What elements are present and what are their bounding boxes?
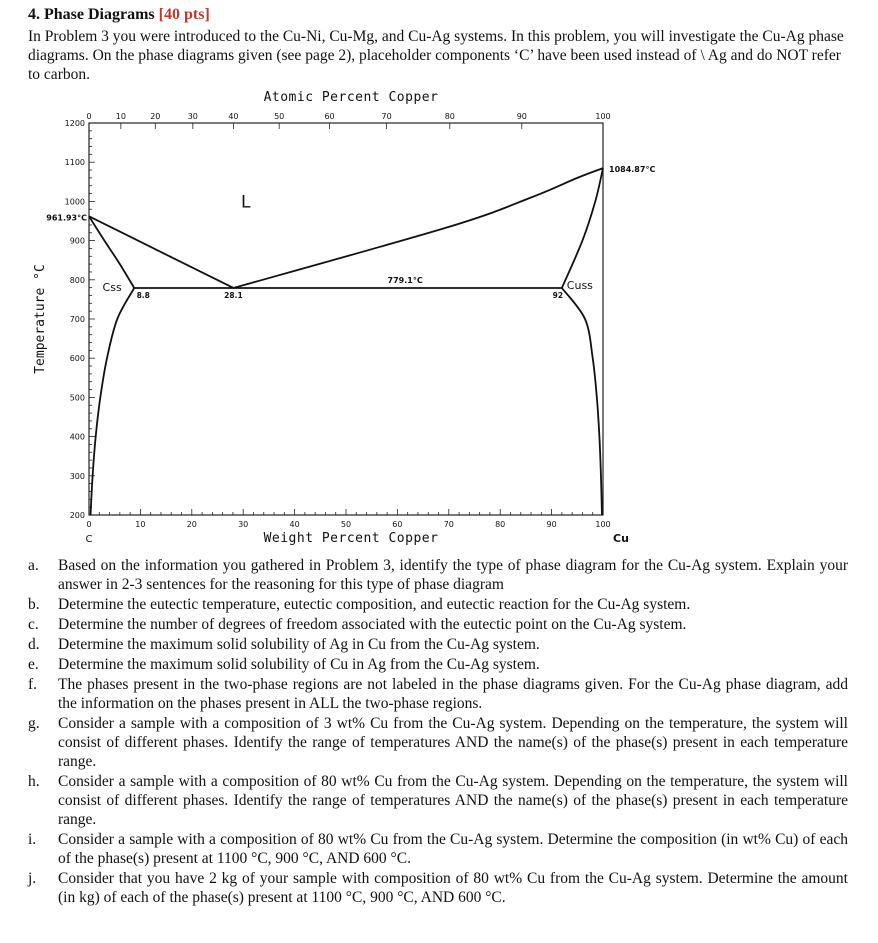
- x-tick-label: 50: [340, 520, 352, 529]
- problem-title: [28, 6, 210, 24]
- question-label: c.: [28, 616, 39, 633]
- question-item: [28, 635, 848, 654]
- question-item: [28, 595, 848, 614]
- question-label: h.: [28, 773, 40, 790]
- y-tick-label: 1200: [64, 119, 85, 128]
- question-text: The phases present in the two-phase regions are not labeled in the phase diagrams given. For the Cu-Ag phase diagram, add the information on the phases present in ALL the two-phase regions.: [58, 676, 848, 712]
- question-item: [28, 714, 848, 771]
- x-tick-label: 60: [392, 520, 403, 529]
- top-tick-label: 60: [324, 112, 335, 121]
- right-component-label: Cu: [613, 532, 629, 545]
- y-tick-label: 900: [69, 236, 85, 246]
- x-tick-label: 20: [186, 520, 197, 529]
- x-axis-title: Weight Percent Copper: [263, 531, 439, 546]
- points-badge: [40 pts]: [158, 6, 210, 23]
- cuss-phase-label: Cuss: [566, 278, 593, 292]
- top-tick-label: 100: [595, 112, 611, 121]
- question-text: Consider that you have 2 kg of your sample with composition of 80 wt% Cu from the Cu-Ag system. Determine the amount (in kg) of each of the phase(s) present at 1100 °C, 900 °C, AND 600 °C.: [58, 870, 848, 906]
- question-text: Determine the maximum solid solubility of Cu in Ag from the Cu-Ag system.: [58, 656, 540, 673]
- question-label: b.: [28, 596, 40, 613]
- question-item: [28, 869, 848, 907]
- plot-frame: [89, 123, 603, 515]
- left-solubility-label: 8.8: [136, 290, 150, 300]
- x-tick-label: 30: [238, 520, 249, 529]
- y-tick-label: 400: [69, 432, 85, 442]
- question-text: Determine the number of degrees of freedom associated with the eutectic point on the Cu-Ag system.: [58, 616, 687, 633]
- solidus-right-line: [562, 168, 603, 288]
- x-tick-label: 10: [135, 520, 146, 529]
- question-item: [28, 772, 848, 829]
- question-text: Consider a sample with a composition of 80 wt% Cu from the Cu-Ag system. Depending on the temperature, the system will consist of different phases. Identify the range of temperatures AND the name(s) of the phase(s) present in each temperature range.: [58, 773, 848, 828]
- right-solubility-label: 92: [552, 290, 564, 300]
- css-phase-label: Css: [102, 280, 122, 294]
- y-tick-label: 500: [69, 393, 85, 403]
- eutectic-temperature-label: 779.1°C: [387, 275, 423, 285]
- y-axis-title: Temperature °C: [33, 264, 48, 374]
- top-tick-label: 0: [86, 112, 92, 121]
- question-item: [28, 675, 848, 713]
- eutectic-composition-label: 28.1: [224, 290, 243, 300]
- x-tick-label: 0: [86, 520, 92, 529]
- top-tick-label: 20: [150, 112, 161, 121]
- liquidus-left-line: [89, 216, 233, 288]
- diagram-labels: [46, 165, 655, 300]
- y-tick-label: 600: [69, 354, 85, 364]
- x-tick-label: 80: [495, 520, 506, 529]
- question-label: j.: [28, 870, 37, 887]
- liquid-region-label: L: [241, 192, 251, 213]
- question-text: Consider a sample with a composition of 3 wt% Cu from the Cu-Ag system. Depending on the temperature, the system will consist of different phases. Identify the range of temperatures AND the name(s) of the phase(s) present in each temperature range.: [58, 715, 848, 770]
- top-tick-label: 50: [274, 112, 285, 121]
- liquidus-right-line: [233, 168, 603, 288]
- left-component-label: C: [85, 534, 93, 545]
- question-item: [28, 655, 848, 674]
- y-tick-label: 800: [69, 275, 85, 285]
- question-text: Determine the eutectic temperature, eutectic composition, and eutectic reaction for the Cu-Ag system.: [58, 596, 691, 613]
- axes: [33, 90, 629, 546]
- question-list: [28, 556, 848, 908]
- question-item: [28, 830, 848, 868]
- solvus-right-line: [562, 288, 602, 515]
- cu-ag-phase-diagram: [0, 86, 878, 548]
- top-tick-label: 10: [115, 112, 126, 121]
- question-item: [28, 556, 848, 594]
- question-text: Determine the maximum solid solubility of Ag in Cu from the Cu-Ag system.: [58, 636, 540, 653]
- cu-melting-point-label: 1084.87°C: [609, 165, 656, 175]
- question-label: f.: [28, 676, 38, 693]
- phase-boundaries: [89, 168, 603, 515]
- top-tick-label: 30: [187, 112, 198, 121]
- top-tick-label: 40: [228, 112, 239, 121]
- y-tick-label: 200: [69, 511, 85, 520]
- question-item: [28, 615, 848, 634]
- y-tick-label: 700: [69, 315, 85, 324]
- x-tick-label: 40: [289, 520, 300, 529]
- top-tick-label: 80: [444, 112, 455, 121]
- top-axis-title: Atomic Percent Copper: [263, 90, 439, 105]
- ag-melting-point-label: 961.93°C: [46, 213, 87, 223]
- y-tick-label: 1000: [64, 197, 85, 207]
- solvus-left-line: [91, 288, 135, 515]
- question-text: Based on the information you gathered in Problem 3, identify the type of phase diagram for the Cu-Ag system. Explain your answer in 2-3 sentences for the reasoning for this type of phase diagram: [58, 557, 848, 593]
- problem-heading: 4. Phase Diagrams: [28, 6, 155, 23]
- x-tick-label: 90: [546, 520, 557, 529]
- question-label: a.: [28, 557, 39, 574]
- problem-intro: In Problem 3 you were introduced to the Cu-Ni, Cu-Mg, and Cu-Ag systems. In this problem, you will investigate the Cu-Ag phase diagrams. On the phase diagrams given (see page 2), placeholder components ‘C’ have been used instead of \ Ag and do NOT refer to carbon.: [28, 28, 844, 83]
- x-tick-label: 70: [443, 520, 454, 529]
- y-tick-label: 300: [69, 471, 85, 481]
- top-tick-label: 70: [381, 112, 392, 121]
- x-tick-label: 100: [595, 520, 611, 529]
- question-label: d.: [28, 636, 40, 653]
- top-tick-label: 90: [516, 112, 527, 121]
- question-label: e.: [28, 656, 39, 673]
- question-label: g.: [28, 715, 40, 732]
- y-tick-label: 1100: [64, 158, 85, 168]
- question-label: i.: [28, 831, 37, 848]
- question-text: Consider a sample with a composition of 80 wt% Cu from the Cu-Ag system. Determine the composition (in wt% Cu) of each of the phase(s) present at 1100 °C, 900 °C, AND 600 °C.: [58, 831, 848, 867]
